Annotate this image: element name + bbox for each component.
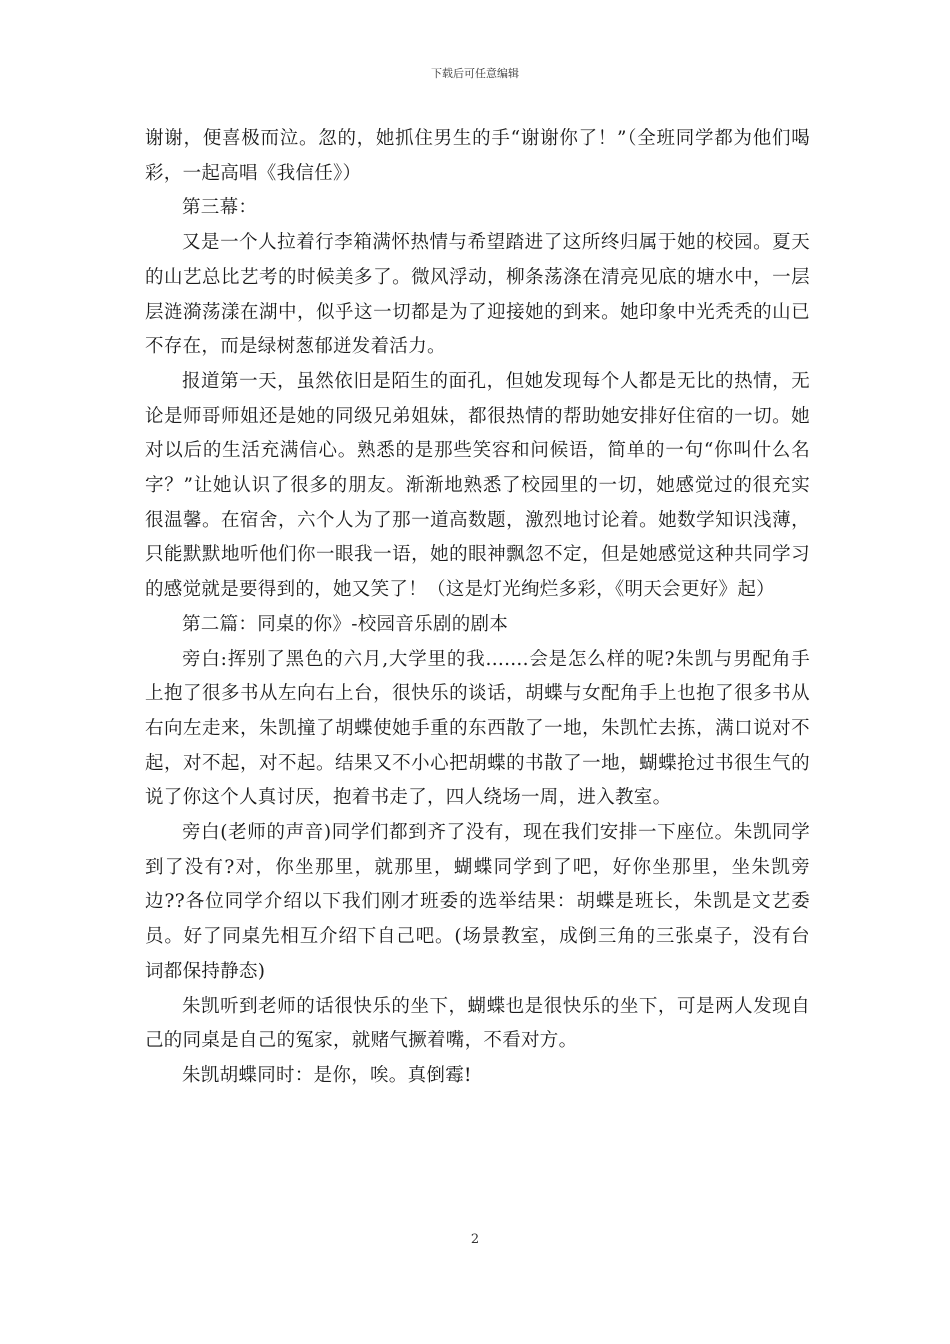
- document-body: [145, 122, 810, 1094]
- paragraph: 朱凯胡蝶同时：是你，唉。真倒霉!: [182, 1064, 472, 1086]
- scene-heading: 第三幕：: [182, 197, 258, 219]
- page-number: 2: [470, 1232, 480, 1247]
- page-header: 下载后可任意编辑: [431, 67, 519, 80]
- paragraph: 又是一个人拉着行李箱满怀热情与希望踏进了这所终归属于她的校园。夏天的山艺总比艺考的时候美多了。微风浮动，柳条荡涤在清亮见底的塘水中，一层层涟漪荡漾在湖中，似乎这一切都是为了迎接她的到来。她印象中光秃秃的山已不存在，而是绿树葱郁迸发着活力。: [145, 232, 810, 358]
- paragraph: 谢谢，便喜极而泣。忽的，她抓住男生的手“谢谢你了！”（全班同学都为他们喝彩，一起高唱《我信任》）: [145, 128, 810, 184]
- paragraph: 旁白:挥别了黑色的六月,大学里的我.......会是怎么样的呢?朱凯与男配角手上抱了很多书从左向右上台，很快乐的谈话，胡蝶与女配角手上也抱了很多书从右向左走来，朱凯撞了胡蝶使她手重的东西散了一地，朱凯忙去拣，满口说对不起，对不起，对不起。结果又不小心把胡蝶的书散了一地，蝴蝶抢过书很生气的说了你这个人真讨厌，抱着书走了，四人绕场一周，进入教室。: [145, 648, 810, 809]
- section-heading: 第二篇：同桌的你》-校园音乐剧的剧本: [182, 613, 509, 635]
- paragraph: 朱凯听到老师的话很快乐的坐下，蝴蝶也是很快乐的坐下，可是两人发现自己的同桌是自己的冤家，就赌气撅着嘴，不看对方。: [145, 995, 810, 1052]
- paragraph: 旁白(老师的声音)同学们都到齐了没有，现在我们安排一下座位。朱凯同学到了没有?对，你坐那里，就那里，蝴蝶同学到了吧，好你坐那里，坐朱凯旁边??各位同学介绍以下我们刚才班委的选举结果：胡蝶是班长，朱凯是文艺委员。好了同桌先相互介绍下自己吧。(场景教室，成倒三角的三张桌子，没有台词都保持静态): [145, 822, 810, 982]
- paragraph: 报道第一天，虽然依旧是陌生的面孔，但她发现每个人都是无比的热情，无论是师哥师姐还是她的同级兄弟姐妹，都很热情的帮助她安排好住宿的一切。她对以后的生活充满信心。熟悉的是那些笑容和问候语，简单的一句“你叫什么名字？”让她认识了很多的朋友。渐渐地熟悉了校园里的一切，她感觉过的很充实很温馨。在宿舍，六个人为了那一道高数题，激烈地讨论着。她数学知识浅薄，只能默默地听他们你一眼我一语，她的眼神飘忽不定，但是她感觉这种共同学习的感觉就是要得到的，她又笑了！（这是灯光绚烂多彩，《明天会更好》起）: [145, 370, 810, 601]
